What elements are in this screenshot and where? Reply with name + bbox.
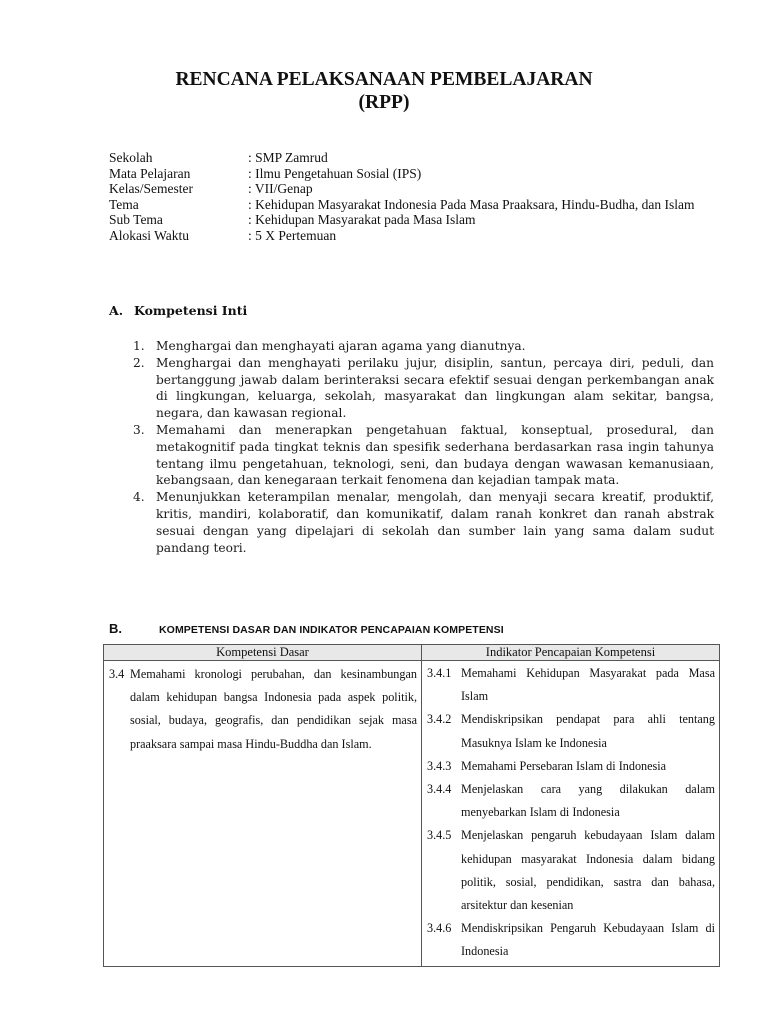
column-header-kompetensi-dasar: Kompetensi Dasar	[104, 645, 422, 661]
list-number: 4.	[133, 490, 145, 505]
info-row-mata-pelajaran	[109, 166, 719, 182]
indicator-number: 3.4.6	[427, 921, 452, 936]
section-title: Kompetensi Inti	[134, 303, 248, 318]
info-row-tema	[109, 197, 719, 213]
kompetensi-dasar-cell	[104, 661, 422, 967]
section-letter: A.	[109, 303, 124, 318]
info-value: : 5 X Pertemuan	[248, 227, 337, 243]
section-letter: B.	[109, 621, 122, 636]
info-value: : SMP Zamrud	[248, 150, 328, 165]
indicator-item	[427, 708, 715, 754]
indicator-item	[427, 662, 715, 708]
indicator-item	[427, 824, 715, 917]
list-number: 1.	[133, 339, 145, 353]
column-header-indikator: Indikator Pencapaian Kompetensi	[422, 645, 720, 661]
info-value: : VII/Genap	[248, 181, 313, 196]
document-title	[0, 68, 768, 114]
info-label: Tema	[109, 196, 139, 212]
title-line-1: RENCANA PELAKSANAAN PEMBELAJARAN	[175, 69, 593, 90]
list-item	[133, 489, 714, 556]
section-b-heading	[109, 620, 504, 638]
table-row	[104, 661, 720, 967]
section-a-heading	[109, 303, 247, 318]
info-row-sub-tema	[109, 212, 719, 228]
indicator-number: 3.4.3	[427, 758, 452, 773]
info-value: : Ilmu Pengetahuan Sosial (IPS)	[248, 165, 422, 181]
indicator-item	[427, 778, 715, 824]
list-text: Menghargai dan menghayati perilaku jujur, disiplin, santun, percaya diri, peduli, dan bertanggung jawab dalam berinteraksi secara efektif sesuai dengan perkembangan anak di lingkungan, keluarga, sekolah, masyarakat dan lingkungan alam sekitar, bangsa, negara, dan kawasan regional.	[156, 355, 714, 421]
competency-table	[103, 644, 720, 967]
info-row-sekolah	[109, 150, 719, 166]
section-title: KOMPETENSI DASAR DAN INDIKATOR PENCAPAIAN KOMPETENSI	[159, 624, 504, 636]
indicator-number: 3.4.5	[427, 828, 452, 843]
kd-number: 3.4	[109, 667, 125, 681]
info-label: Mata Pelajaran	[109, 165, 191, 181]
info-value: : Kehidupan Masyarakat Indonesia Pada Masa Praaksara, Hindu-Budha, dan Islam	[248, 196, 695, 212]
list-text: Menghargai dan menghayati ajaran agama yang dianutnya.	[156, 339, 526, 353]
indicator-text: Memahami Kehidupan Masyarakat pada Masa Islam	[461, 666, 715, 704]
kd-text: Memahami kronologi perubahan, dan kesinambungan dalam kehidupan bangsa Indonesia pada aspek politik, sosial, budaya, geografis, dan pendidikan sejak masa praaksara sampai masa Hindu-Buddha dan Islam.	[130, 667, 417, 751]
indicator-item	[427, 755, 715, 778]
indicator-number: 3.4.2	[427, 712, 452, 727]
indicator-text: Menjelaskan cara yang dilakukan dalam menyebarkan Islam di Indonesia	[461, 782, 715, 820]
list-number: 2.	[133, 355, 145, 370]
info-row-alokasi-waktu	[109, 228, 719, 244]
indicator-text: Mendiskripsikan Pengaruh Kebudayaan Islam di Indonesia	[461, 921, 715, 959]
list-item	[133, 422, 714, 489]
indicator-number: 3.4.1	[427, 666, 452, 680]
indicator-number: 3.4.4	[427, 782, 452, 797]
list-number: 3.	[133, 422, 145, 437]
info-label: Sekolah	[109, 150, 153, 165]
title-line-2: (RPP)	[358, 92, 410, 113]
list-item	[133, 338, 714, 355]
kompetensi-inti-list	[133, 338, 714, 556]
indikator-cell	[422, 661, 720, 967]
indicator-item	[427, 917, 715, 963]
indicator-text: Mendiskripsikan pendapat para ahli tentang Masuknya Islam ke Indonesia	[461, 712, 715, 750]
info-row-kelas-semester	[109, 181, 719, 197]
list-item	[133, 355, 714, 422]
list-text: Menunjukkan keterampilan menalar, mengolah, dan menyaji secara kreatif, produktif, kritis, mandiri, kolaboratif, dan komunikatif, dalam ranah konkret dan ranah abstrak sesuai dengan yang dipelajari di sekolah dan sumber lain yang sama dalam sudut pandang teori.	[156, 490, 714, 555]
indicator-text: Menjelaskan pengaruh kebudayaan Islam dalam kehidupan masyarakat Indonesia dalam bidang politik, sosial, pendidikan, sastra dan bahasa, arsitektur dan kesenian	[461, 828, 715, 913]
table-header-row	[104, 645, 720, 661]
identity-block	[109, 150, 719, 243]
indicator-text: Memahami Persebaran Islam di Indonesia	[461, 758, 667, 773]
info-label: Kelas/Semester	[109, 181, 193, 196]
info-label: Alokasi Waktu	[109, 227, 190, 243]
info-value: : Kehidupan Masyarakat pada Masa Islam	[248, 212, 476, 227]
info-label: Sub Tema	[109, 212, 163, 227]
list-text: Memahami dan menerapkan pengetahuan faktual, konseptual, prosedural, dan metakognitif pada tingkat teknis dan spesifik sederhana berdasarkan rasa ingin tahunya tentang ilmu pengetahuan, teknologi, seni, dan budaya dengan wawasan kemanusiaan, kebangsaan, dan kenegaraan terkait fenomena dan kejadian tampak mata.	[156, 422, 714, 488]
